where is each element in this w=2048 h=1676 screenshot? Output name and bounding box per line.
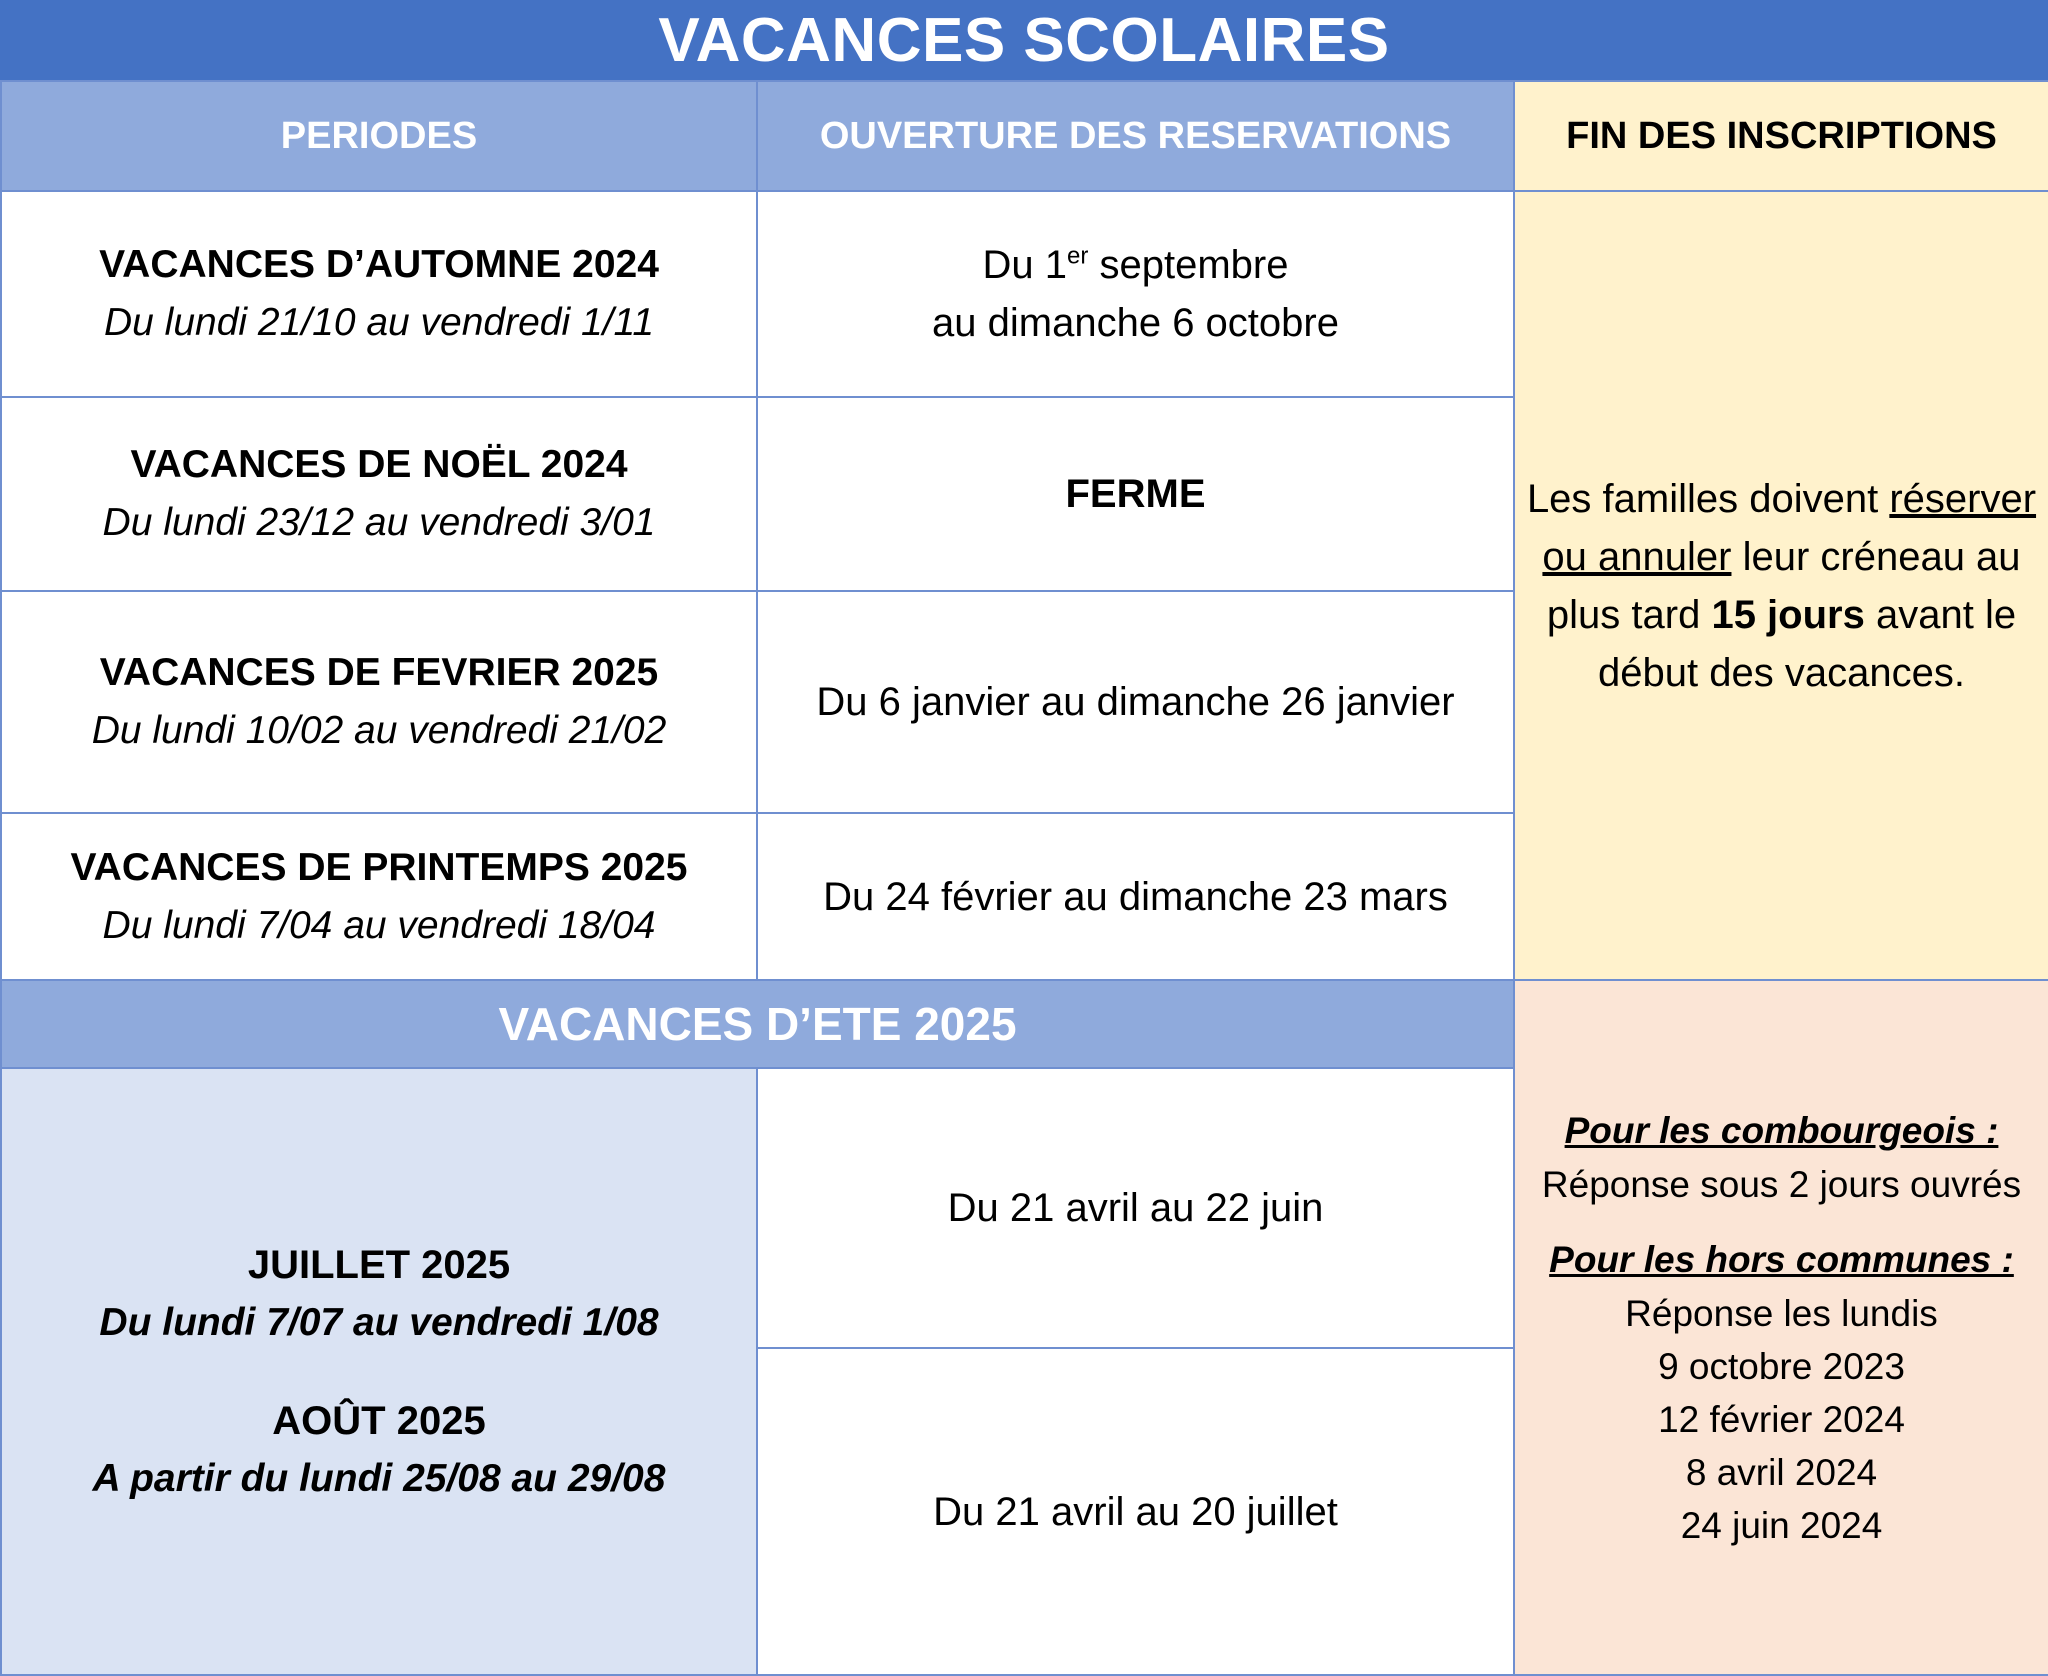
- reservation-sup: er: [1067, 242, 1089, 270]
- period-dates: Du lundi 23/12 au vendredi 3/01: [102, 501, 656, 544]
- juillet-dates: Du lundi 7/07 au vendredi 1/08: [99, 1300, 659, 1344]
- period-name: VACANCES DE FEVRIER 2025: [99, 651, 659, 694]
- summer-header: VACANCES D’ETE 2025: [1, 980, 1514, 1068]
- reservation-cell: [757, 191, 1514, 397]
- hors-line: 9 octobre 2023: [1658, 1345, 1905, 1387]
- reservation-cell: Du 6 janvier au dimanche 26 janvier: [757, 591, 1514, 813]
- fin-cell: [1514, 191, 2048, 980]
- summer-header-row: [1, 980, 2048, 1068]
- period-name: VACANCES D’AUTOMNE 2024: [99, 243, 659, 286]
- fin-bold: 15 jours: [1711, 592, 1865, 637]
- period-name: VACANCES DE NOËL 2024: [130, 443, 628, 486]
- period-dates: Du lundi 21/10 au vendredi 1/11: [103, 301, 655, 344]
- period-dates: Du lundi 10/02 au vendredi 21/02: [91, 709, 667, 752]
- aout-dates: A partir du lundi 25/08 au 29/08: [92, 1456, 666, 1500]
- summer-info-cell: [1514, 980, 2048, 1675]
- hors-line: 24 juin 2024: [1680, 1504, 1883, 1546]
- header-row: [1, 81, 2048, 191]
- reservation-suffix: septembre: [1088, 243, 1289, 287]
- page-title: VACANCES SCOLAIRES: [0, 0, 2048, 80]
- juillet-block: [2, 1236, 756, 1352]
- combourgeois-heading: Pour les combourgeois :: [1564, 1109, 1999, 1151]
- summer-periods-cell: [1, 1068, 757, 1675]
- hors-line: Réponse les lundis: [1625, 1292, 1938, 1334]
- hors-line: 8 avril 2024: [1685, 1451, 1878, 1493]
- period-dates: Du lundi 7/04 au vendredi 18/04: [102, 903, 656, 947]
- table-row: [1, 191, 2048, 397]
- hors-heading: Pour les hors communes :: [1549, 1238, 2014, 1280]
- juillet-title: JUILLET 2025: [247, 1242, 511, 1287]
- period-cell: [1, 591, 757, 813]
- fin-part1: Les familles doivent: [1526, 476, 1890, 521]
- reservation-cell: Du 24 février au dimanche 23 mars: [757, 813, 1514, 980]
- aout-title: AOÛT 2025: [272, 1398, 486, 1443]
- period-cell: [1, 813, 757, 980]
- reservation-prefix: Du 1: [982, 243, 1068, 287]
- reservation-line2: au dimanche 6 octobre: [932, 301, 1339, 345]
- period-cell: [1, 191, 757, 397]
- fin-part3: avant le début des vacances.: [1598, 592, 2017, 695]
- period-name: VACANCES DE PRINTEMPS 2025: [70, 845, 688, 889]
- reservation-cell: FERME: [757, 397, 1514, 591]
- reservation-juillet: Du 21 avril au 22 juin: [757, 1068, 1514, 1348]
- fin-part2: leur créneau au plus tard: [1546, 534, 2021, 637]
- period-cell: [1, 397, 757, 591]
- hors-line: 12 février 2024: [1658, 1398, 1905, 1440]
- combourgeois-text: Réponse sous 2 jours ouvrés: [1541, 1163, 2022, 1205]
- reservation-aout: Du 21 avril au 20 juillet: [757, 1348, 1514, 1675]
- reservation-line1: [758, 236, 1513, 294]
- holidays-table: [0, 80, 2048, 1676]
- header-periodes: PERIODES: [1, 81, 757, 191]
- aout-block: [2, 1392, 756, 1508]
- header-ouverture: OUVERTURE DES RESERVATIONS: [757, 81, 1514, 191]
- fin-underlined: réserver ou annuler: [1542, 476, 2037, 579]
- header-fin: FIN DES INSCRIPTIONS: [1514, 81, 2048, 191]
